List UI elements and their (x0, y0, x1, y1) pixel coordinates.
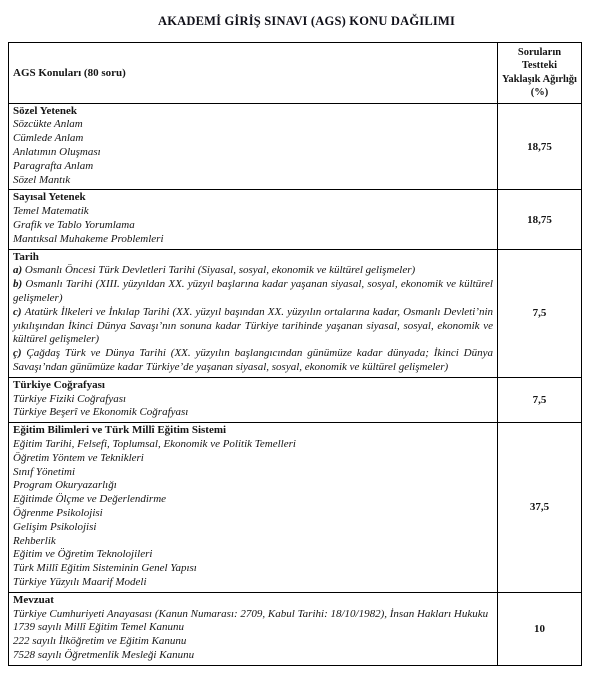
section-name: Türkiye Coğrafyası (13, 378, 105, 391)
table-row (9, 249, 582, 377)
topic-item: Program Okuryazarlığı (13, 479, 117, 492)
topic-item: c) Atatürk İlkeleri ve İnkılap Tarihi (XX. yüzyıl başından XX. yüzyılın ortalarına kadar, Osmanlı Devleti’nin yıkılışından İkinci Dünya Savaşı’nın sonuna kadar Türkiye tarihinde yaşanan siyasal, sosyal, ekonomik ve kültürel gelişmeler) (13, 305, 494, 346)
table-row (9, 592, 582, 665)
topic-item: a) Osmanlı Öncesi Türk Devletleri Tarihi (Siyasal, sosyal, ekonomik ve kültürel gelişmeler) (13, 264, 416, 277)
topic-item-prefix: ç) (13, 347, 27, 360)
topic-item: Grafik ve Tablo Yorumlama (13, 219, 135, 231)
topic-item: Gelişim Psikolojisi (13, 520, 97, 533)
section-name: Eğitim Bilimleri ve Türk Millî Eğitim Sistemi (13, 424, 227, 437)
topic-item: Paragrafta Anlam (13, 159, 94, 172)
topic-item: Öğrenme Psikolojisi (13, 506, 103, 519)
section-name: Mevzuat (13, 593, 54, 606)
table-row (9, 377, 582, 422)
topic-item-prefix: a) (13, 264, 25, 277)
weight-value: 7,5 (498, 249, 582, 377)
weight-value: 37,5 (498, 423, 582, 593)
topic-item: Türkiye Yüzyılı Maarif Modeli (13, 575, 147, 588)
weight-value: 18,75 (498, 103, 582, 190)
column-header-topics: AGS Konuları (80 soru) (9, 43, 498, 104)
table-row (9, 103, 582, 190)
topic-item: Rehberlik (13, 534, 56, 547)
topic-item: Anlatımın Oluşması (13, 146, 101, 159)
table-row (9, 423, 582, 593)
page-title: AKADEMİ GİRİŞ SINAVI (AGS) KONU DAĞILIMI (157, 14, 456, 28)
topic-item: 7528 sayılı Öğretmenlik Mesleği Kanunu (13, 648, 195, 661)
table-body (9, 103, 582, 665)
section-name: Tarih (13, 250, 39, 263)
topic-item: Sözel Mantık (13, 173, 71, 186)
topics-cell (9, 103, 498, 190)
ags-topic-table (8, 42, 582, 666)
topic-item: ç) Çağdaş Türk ve Dünya Tarihi (XX. yüzyılın başlangıcından günümüze kadar dünyada; İkinci Dünya Savaşı’ndan günümüze kadar Türkiye’de yaşanan siyasal, sosyal, ekonomik ve kültürel gelişmeler) (13, 347, 493, 373)
weight-value: 7,5 (498, 377, 582, 422)
topic-item: Cümlede Anlam (13, 132, 84, 145)
topics-cell (9, 377, 498, 422)
topic-item: Sınıf Yönetimi (13, 465, 76, 478)
topic-item: 222 sayılı İlköğretim ve Eğitim Kanunu (13, 635, 187, 648)
topic-item-prefix: c) (13, 305, 25, 318)
topic-item: Türkiye Fiziki Coğrafyası (13, 392, 127, 405)
weight-value: 18,75 (498, 190, 582, 249)
topic-item: Eğitim Tarihi, Felsefi, Toplumsal, Ekonomik ve Politik Temelleri (13, 437, 296, 450)
topics-cell (9, 423, 498, 593)
column-header-weight: Soruların Testteki Yaklaşık Ağırlığı (%) (498, 43, 582, 104)
topic-item: Mantıksal Muhakeme Problemleri (13, 232, 164, 245)
topic-item: 1739 sayılı Millî Eğitim Temel Kanunu (13, 621, 185, 634)
weight-value: 10 (498, 592, 582, 665)
topics-cell (9, 249, 498, 377)
topic-item: Türk Millî Eğitim Sisteminin Genel Yapısı (13, 562, 197, 575)
topic-item: Eğitim ve Öğretim Teknolojileri (13, 548, 153, 561)
topics-cell (9, 592, 498, 665)
section-name: Sayısal Yetenek (13, 191, 86, 204)
topic-item: Temel Matematik (13, 205, 89, 218)
topic-item: Eğitimde Ölçme ve Değerlendirme (13, 493, 167, 506)
topic-item: Türkiye Beşerî ve Ekonomik Coğrafyası (13, 406, 189, 419)
topic-item: Öğretim Yöntem ve Teknikleri (13, 451, 144, 464)
header-row (9, 43, 582, 104)
table-row (9, 190, 582, 249)
topic-item-prefix: b) (13, 278, 26, 291)
topic-item: Türkiye Cumhuriyeti Anayasası (Kanun Numarası: 2709, Kabul Tarihi: 18/10/1982), İnsan Hakları Hukuku (13, 607, 489, 620)
topic-item: Sözcükte Anlam (13, 118, 83, 131)
topics-cell (9, 190, 498, 249)
section-name: Sözel Yetenek (13, 104, 78, 117)
topic-item: b) Osmanlı Tarihi (XIII. yüzyıldan XX. yüzyıl başlarına kadar yaşanan siyasal, sosyal, ekonomik ve kültürel gelişmeler) (13, 278, 493, 304)
